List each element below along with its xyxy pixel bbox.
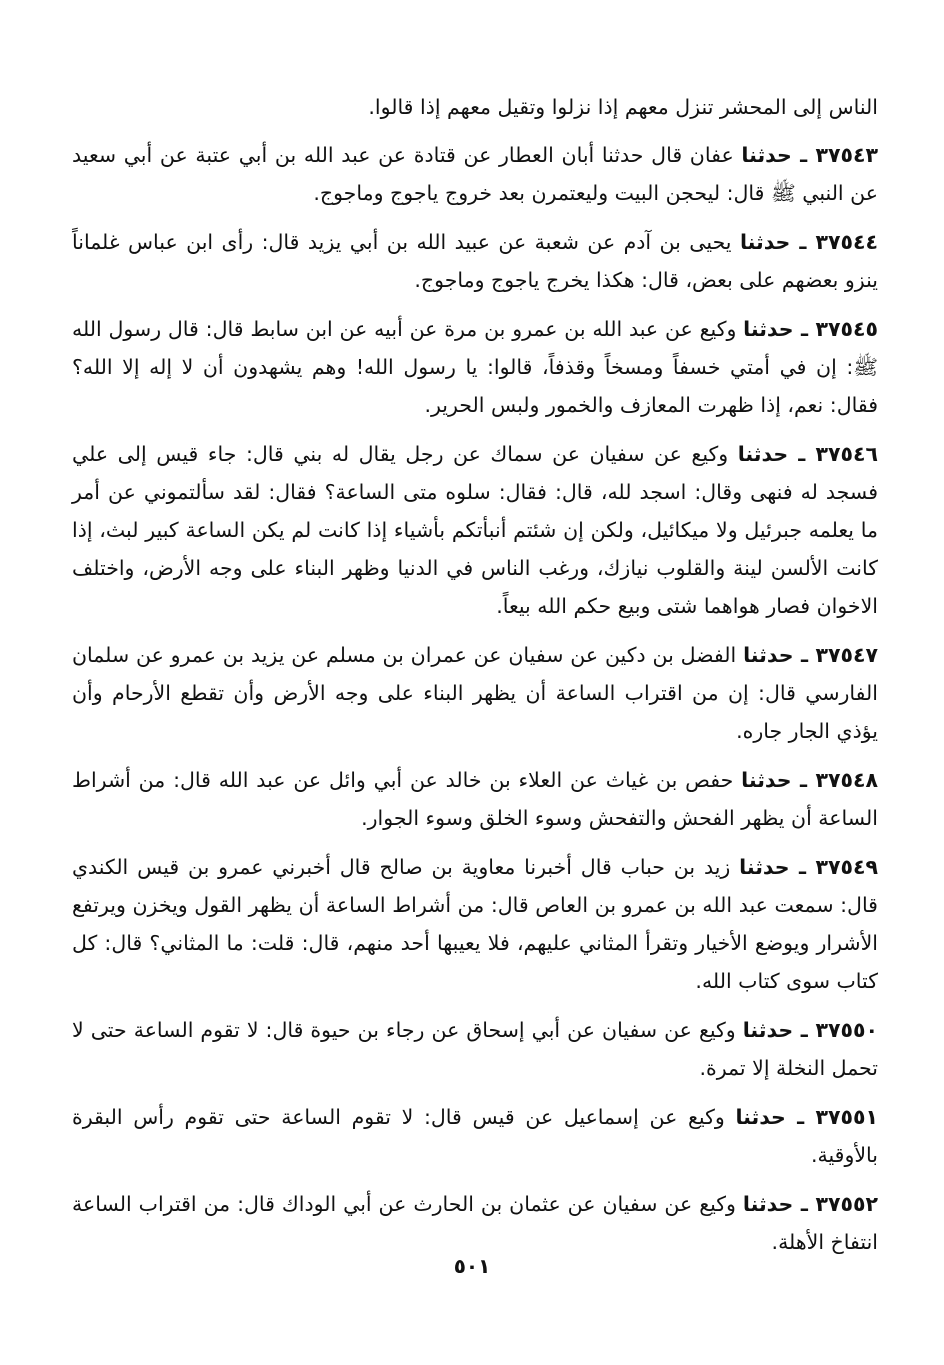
hadith-text: وكيع عن عبد الله بن عمرو بن مرة عن أبيه عن ابن سابط قال: قال رسول الله ﷺ: إن في أمتي خسفاً ومسخاً وقذفاً، قالوا: يا رسول الله! وهم يشهدون أن لا إله إلا الله؟ فقال: نعم، إذا ظهرت المعازف والخمور ولبس الحرير.: [72, 317, 878, 417]
hadith-paragraph-37545: [72, 310, 878, 424]
hadith-number: ٣٧٥٤٣: [815, 143, 879, 167]
hadith-separator: ـ: [793, 1192, 816, 1216]
hadith-separator: ـ: [788, 442, 816, 466]
hadith-number: ٣٧٥٤٦: [815, 442, 879, 466]
hadith-lead: حدثنا: [742, 1018, 794, 1042]
hadith-number: ٣٧٥٥١: [815, 1105, 879, 1129]
hadith-number: ٣٧٥٥٠: [815, 1018, 878, 1042]
hadith-lead: حدثنا: [741, 768, 792, 792]
hadith-separator: ـ: [793, 1018, 816, 1042]
hadith-text: الفضل بن دكين عن سفيان عن عمران بن مسلم عن يزيد بن عمرو عن سلمان الفارسي قال: إن من اقتراب الساعة أن يظهر البناء على وجه الأرض وأن تقطع الأرحام وأن يؤذي الجار جاره.: [72, 643, 878, 743]
hadith-text: عفان قال حدثنا أبان العطار عن قتادة عن عبد الله بن أبي عتبة عن أبي سعيد عن النبي ﷺ قال: ليحجن البيت وليعتمرن بعد خروج ياجوج وماجوج.: [72, 143, 878, 205]
hadith-lead: حدثنا: [735, 1105, 786, 1129]
hadith-paragraph-37550: [72, 1011, 878, 1087]
hadith-paragraph-37552: [72, 1185, 878, 1261]
hadith-number: ٣٧٥٤٨: [815, 768, 879, 792]
hadith-lead: حدثنا: [739, 855, 790, 879]
hadith-lead: حدثنا: [739, 230, 791, 254]
hadith-paragraph-37543: [72, 136, 878, 212]
hadith-paragraph-37544: [72, 223, 878, 299]
hadith-text: حفص بن غياث عن العلاء بن خالد عن أبي وائل عن عبد الله قال: من أشراط الساعة أن يظهر الفحش والتفحش وسوء الخلق وسوء الجوار.: [72, 768, 878, 830]
hadith-lead: حدثنا: [741, 143, 792, 167]
hadith-text: وكيع عن سفيان عن أبي إسحاق عن رجاء بن حيوة قال: لا تقوم الساعة حتى لا تحمل النخلة إلا تمرة.: [72, 1018, 878, 1080]
hadith-number: ٣٧٥٥٢: [815, 1192, 878, 1216]
hadith-text: وكيع عن سفيان عن سماك عن رجل يقال له بني قال: جاء قيس إلى علي فسجد له فنهى وقال: اسجد لله، قال: فقال: سلوه متى الساعة؟ فقال: لقد سألتموني عن أمر ما يعلمه جبرئيل ولا ميكائيل، ولكن إن شئتم أنبأتكم بأشياء إذا كانت لم يكن الساعة كبير لبث، إذا كانت الألسن لينة والقلوب نيازك، ورغب الناس في الدنيا وظهر البناء على وجه الأرض، واختلف الاخوان فصار هواهما شتى وبيع حكم الله بيعاً.: [72, 442, 878, 618]
hadith-separator: ـ: [791, 143, 816, 167]
page-body: [72, 88, 878, 1338]
hadith-separator: ـ: [789, 855, 816, 879]
hadith-paragraph-37546: [72, 435, 878, 625]
hadith-separator: ـ: [790, 230, 816, 254]
hadith-number: ٣٧٥٤٤: [815, 230, 878, 254]
hadith-number: ٣٧٥٤٥: [815, 317, 878, 341]
hadith-paragraph-37551: [72, 1098, 878, 1174]
hadith-separator: ـ: [793, 317, 816, 341]
hadith-text: يحيى بن آدم عن شعبة عن عبيد الله بن أبي يزيد قال: رأى ابن عباس غلماناً ينزو بعضهم على بعض، قال: هكذا يخرج ياجوج وماجوج.: [72, 230, 878, 292]
hadith-separator: ـ: [785, 1105, 816, 1129]
hadith-separator: ـ: [793, 643, 816, 667]
hadith-number: ٣٧٥٤٧: [815, 643, 879, 667]
hadith-text: وكيع عن سفيان عن عثمان بن الحارث عن أبي الوداك قال: من اقتراب الساعة انتفاخ الأهلة.: [72, 1192, 878, 1254]
hadith-paragraph-37547: [72, 636, 878, 750]
hadith-lead: حدثنا: [743, 643, 794, 667]
intro-paragraph: الناس إلى المحشر تنزل معهم إذا نزلوا وتقيل معهم إذا قالوا.: [368, 95, 878, 119]
hadith-paragraph-37549: [72, 848, 878, 1000]
hadith-separator: ـ: [791, 768, 816, 792]
hadith-lead: حدثنا: [742, 1192, 794, 1216]
hadith-number: ٣٧٥٤٩: [815, 855, 878, 879]
hadith-text: زيد بن حباب قال أخبرنا معاوية بن صالح قال أخبرني عمرو بن قيس الكندي قال: سمعت عبد الله بن عمرو بن العاص قال: من أشراط الساعة أن يظهر القول ويخزن ويرتفع الأشرار ويوضع الأخيار وتقرأ المثاني عليهم، فلا يعيبها أحد منهم، قال: قلت: ما المثاني؟ قال: كل كتاب سوى كتاب الله.: [72, 855, 878, 993]
hadith-paragraph-37548: [72, 761, 878, 837]
hadith-lead: حدثنا: [743, 317, 794, 341]
hadith-lead: حدثنا: [737, 442, 789, 466]
hadith-text: وكيع عن إسماعيل عن قيس قال: لا تقوم الساعة حتى تقوم رأس البقرة بالأوقية.: [72, 1105, 878, 1167]
page-number: ٥٠١: [453, 1254, 491, 1278]
